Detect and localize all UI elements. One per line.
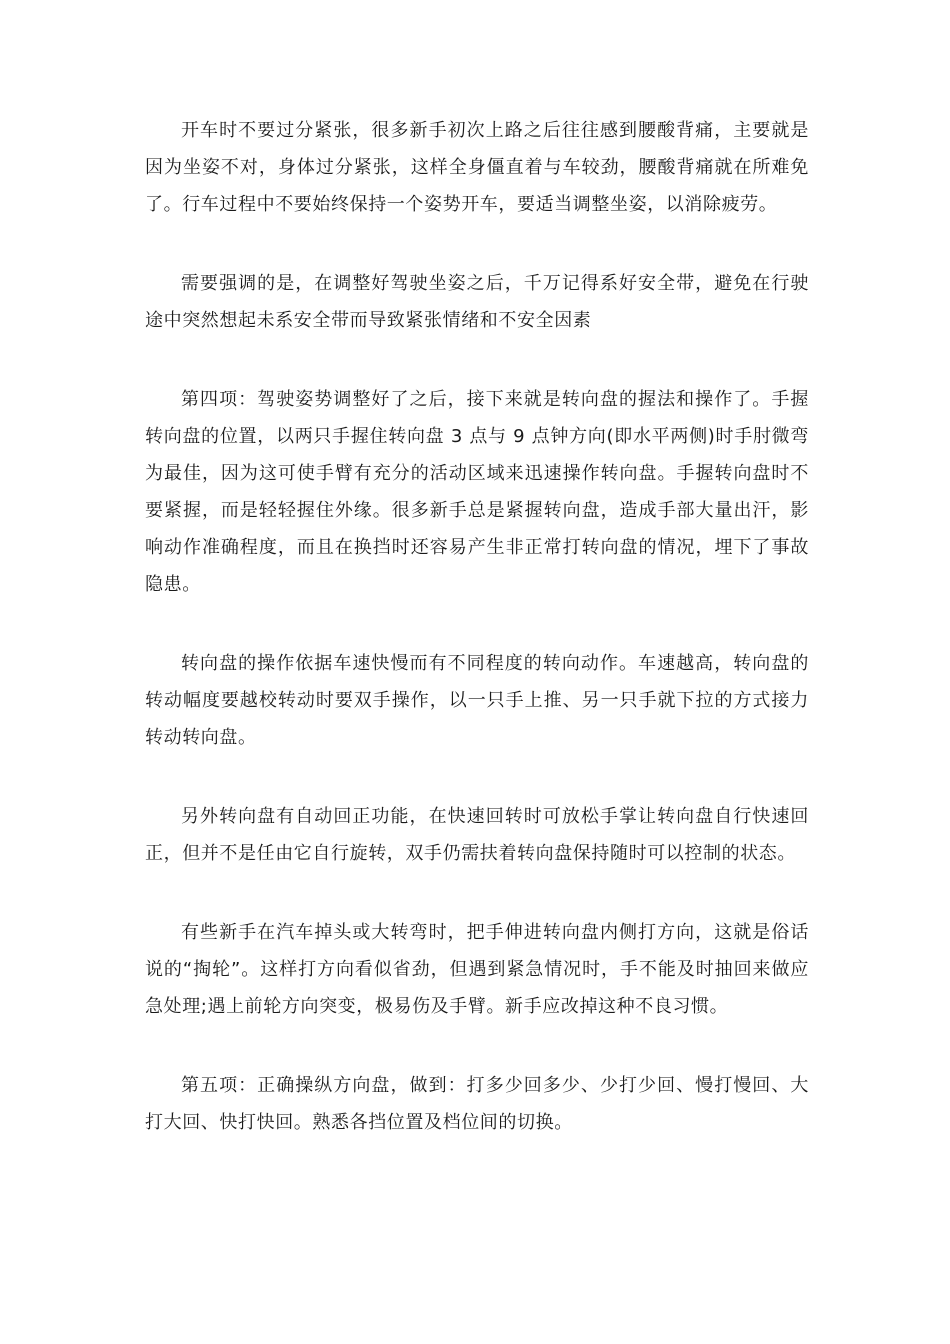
paragraph-sitting-posture: 开车时不要过分紧张，很多新手初次上路之后往往感到腰酸背痛，主要就是因为坐姿不对，身体过分紧张，这样全身僵直着与车较劲，腰酸背痛就在所难免了。行车过程中不要始终保持一个姿势开车，要适当调整坐姿，以消除疲劳。 [145,120,809,215]
paragraph-item-four-steering-grip: 第四项：驾驶姿势调整好了之后，接下来就是转向盘的握法和操作了。手握转向盘的位置，以两只手握住转向盘 3 点与 9 点钟方向(即水平两侧)时手肘微弯为最佳，因为这可使手臂有充分的活动区域来迅速操作转向盘。手握转向盘时不要紧握，而是轻轻握住外缘。很多新手总是紧握转向盘，造成手部大量出汗，影响动作准确程度，而且在换挡时还容易产生非正常打转向盘的情况，埋下了事故隐患。 [145,389,809,595]
paragraph-item-five: 第五项：正确操纵方向盘，做到：打多少回多少、少打少回、慢打慢回、大打大回、快打快回。熟悉各挡位置及档位间的切换。 [145,1075,809,1133]
paragraph-seatbelt: 需要强调的是，在调整好驾驶坐姿之后，千万记得系好安全带，避免在行驶途中突然想起未系安全带而导致紧张情绪和不安全因素 [145,273,809,331]
paragraph-steering-operation: 转向盘的操作依据车速快慢而有不同程度的转向动作。车速越高，转向盘的转动幅度要越校转动时要双手操作，以一只手上推、另一只手就下拉的方式接力转动转向盘。 [145,653,809,748]
paragraph-auto-return: 另外转向盘有自动回正功能，在快速回转时可放松手掌让转向盘自行快速回正，但并不是任由它自行旋转，双手仍需扶着转向盘保持随时可以控制的状态。 [145,806,809,864]
paragraph-bad-habit: 有些新手在汽车掉头或大转弯时，把手伸进转向盘内侧打方向，这就是俗话说的“掏轮”。这样打方向看似省劲，但遇到紧急情况时，手不能及时抽回来做应急处理;遇上前轮方向突变，极易伤及手臂。新手应改掉这种不良习惯。 [145,922,809,1017]
document-body [145,112,809,1183]
